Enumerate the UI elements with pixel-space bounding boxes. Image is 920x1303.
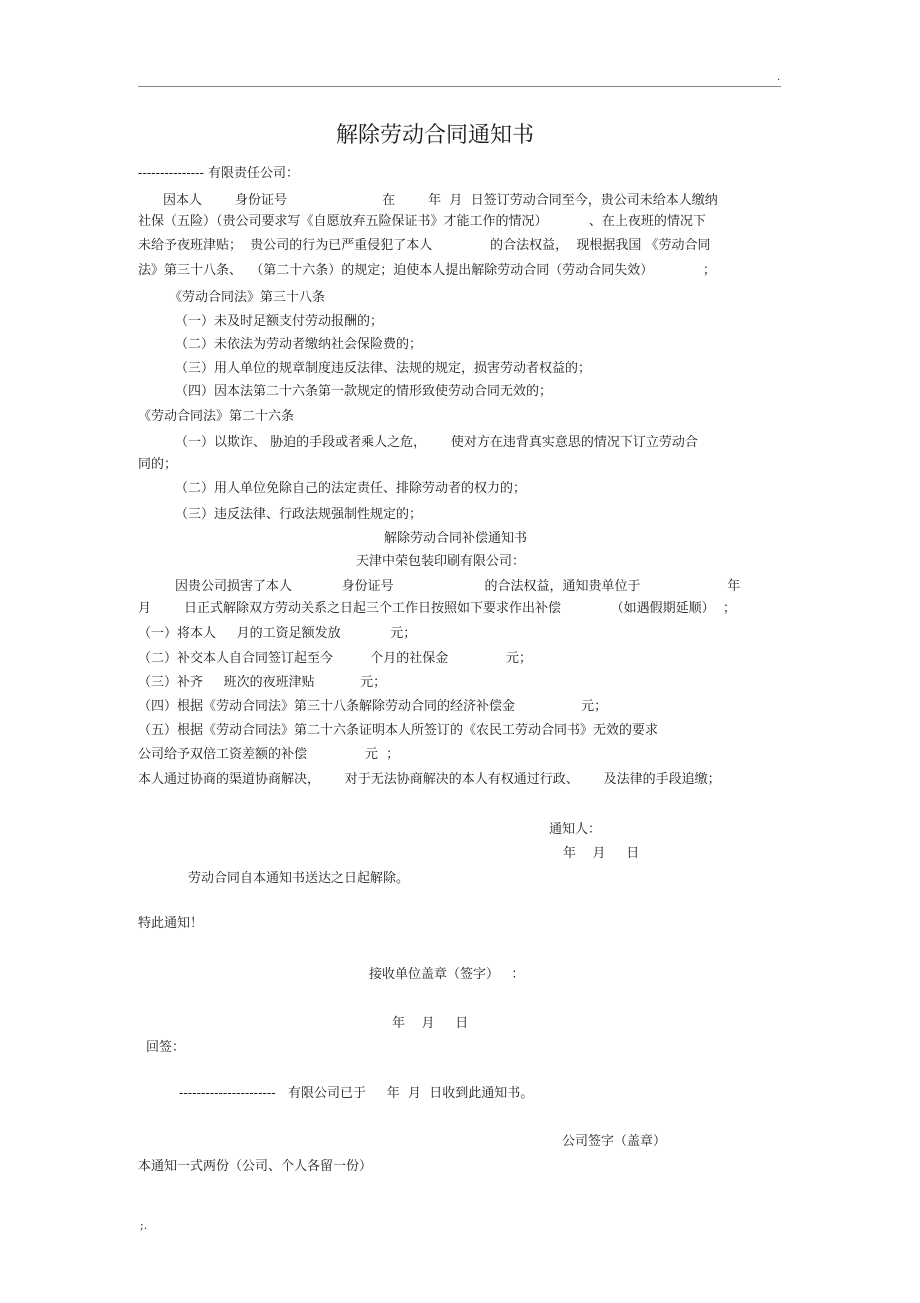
compensation-item: （三）补齐 班次的夜班津贴 元； [138,675,387,690]
clause-item: （二）用人单位免除自己的法定责任、排除劳动者的权力的； [175,481,527,496]
section-title: 解除劳动合同补偿通知书 [384,531,528,546]
body-line: 月 日正式解除双方劳动关系之日起三个工作日按照如下要求作出补偿 （如遇假期延顺） ； [138,601,736,616]
clause-item: （一）未及时足额支付劳动报酬的； [175,314,384,329]
body-line: 社保（五险）（贵公司要求写《自愿放弃五险保证书》才能工作的情况） 、在上夜班的情况下 [138,214,706,229]
company-name: 天津中荣包装印刷有限公司： [356,554,526,569]
clause-item: （三）用人单位的规章制度违反法律、法规的规定，损害劳动者权益的； [175,361,592,376]
body-line: 法》第三十八条、 （第二十六条）的规定；迫使本人提出解除劳动合同（劳动合同失效） ； [138,263,716,278]
clause-item: （一）以欺诈、 胁迫的手段或者乘人之危， 使对方在违背真实意思的情况下订立劳动合 [175,435,698,450]
addressee-line: --------------- 有限责任公司： [138,166,300,181]
clause-item-cont: 同的； [138,457,178,472]
header-corner-mark: . [777,72,781,83]
header-rule [138,86,781,87]
compensation-item: （四）根据《劳动合同法》第三十八条解除劳动合同的经济补偿金 元； [138,699,608,714]
clause-item: （三）违反法律、行政法规强制性规定的； [175,507,423,522]
compensation-item: （一）将本人 月的工资足额发放 元； [138,626,417,641]
notifier-label: 通知人： [549,822,602,837]
copies-note: 本通知一式两份（公司、个人各留一份） [138,1159,373,1174]
date-line: 年 月 日 [563,846,640,861]
body-line: 本人通过协商的渠道协商解决， 对于无法协商解决的本人有权通过行政、 及法律的手段追缴； [138,772,721,787]
receiver-seal-label: 接收单位盖章（签字） ： [369,967,525,982]
page-title: 解除劳动合同通知书 [336,123,535,148]
body-line: 劳动合同自本通知书送达之日起解除。 [188,871,410,886]
reply-label: 回签： [146,1040,186,1055]
compensation-item: （五）根据《劳动合同法》第二十六条证明本人所签订的《农民工劳动合同书》无效的要求 [138,723,659,738]
clause-item: （四）因本法第二十六条第一款规定的情形致使劳动合同无效的； [175,384,553,399]
clause-item: （二）未依法为劳动者缴纳社会保险费的； [175,337,423,352]
compensation-item: （二）补交本人自合同签订起至今 个月的社保金 元； [138,651,533,666]
law-heading: 《劳动合同法》第三十八条 [169,290,326,305]
law-heading: 《劳动合同法》第二十六条 [138,409,295,424]
body-line: 因本人 身份证号 在 年 月 日签订劳动合同至今，贵公司未给本人缴纳 [163,193,718,208]
date-line: 年 月 日 [392,1016,469,1031]
company-signature-label: 公司签字（盖章） [562,1134,667,1149]
receipt-line: ---------------------- 有限公司已于 年 月 日收到此通知书。 [179,1086,534,1101]
compensation-item-cont: 公司给予双倍工资差额的补偿 元 ； [138,747,400,762]
body-line: 未给予夜班津贴； 贵公司的行为已严重侵犯了本人 的合法权益， 现根据我国 《劳动合同 [138,238,711,253]
footer-mark: ;. [140,1219,148,1232]
closing-text: 特此通知！ [138,916,204,931]
body-line: 因贵公司损害了本人 身份证号 的合法权益，通知贵单位于 年 [175,579,741,594]
